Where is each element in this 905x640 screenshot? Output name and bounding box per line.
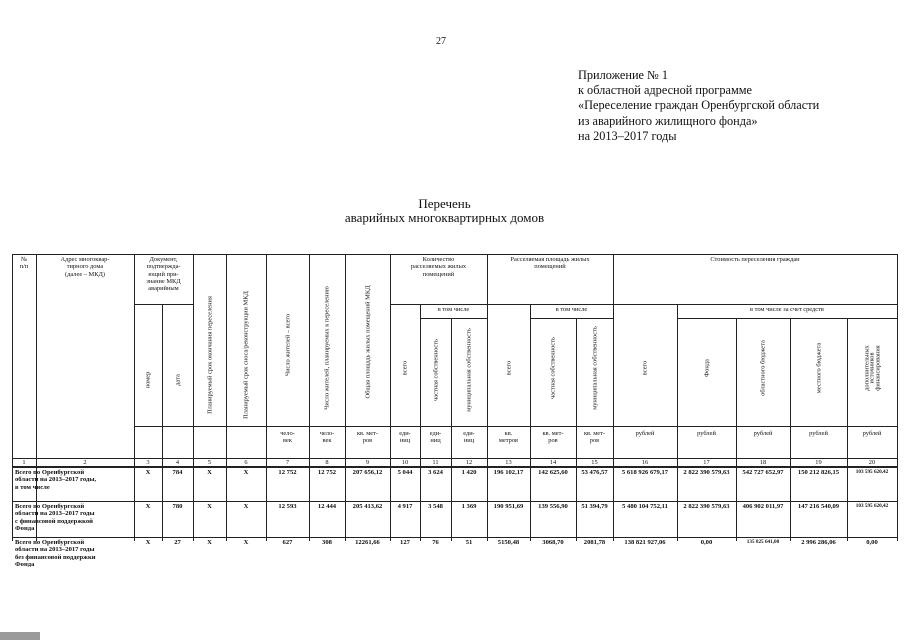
row-1-cell-12: 1 420 (461, 469, 477, 476)
unit-col-8: чело- век (319, 430, 335, 445)
row-3-cell-6: X (243, 539, 249, 546)
column-line-6 (266, 254, 267, 541)
cost-subheader-line (613, 304, 897, 305)
row-2-cell-20: 103 595 620,42 (855, 503, 889, 509)
header-area-including: в том числе (555, 306, 588, 313)
row-2-cell-11: 3 548 (428, 503, 443, 510)
row-3-cell-5: X (207, 539, 212, 546)
col-number-2: 2 (83, 459, 87, 466)
unit-col-15: кв. мет- ров (583, 430, 606, 445)
header-planned-demolition: Планируемый срок сноса/реконструкции МКД (242, 291, 250, 419)
header-planned-end: Планируемый срок окончания переселения (206, 296, 213, 414)
row-2-cell-7: 12 593 (278, 503, 297, 510)
unit-col-14: кв. мет- ров (542, 430, 564, 445)
header-cost-total: всего (641, 360, 649, 376)
row-1-label: Всего по Оренбургской области на 2013–2017 годы, в том числе (15, 469, 97, 491)
column-line-9 (390, 254, 391, 541)
row-1-cell-20: 103 595 620,42 (855, 469, 889, 475)
row-3-label: Всего по Оренбургской области на 2013–2017 годы без финансовой поддержки Фонда (15, 539, 96, 569)
appendix-line-2: к областной адресной программе (578, 83, 752, 98)
row-3-cell-11: 76 (432, 539, 439, 546)
column-line-4 (193, 254, 194, 541)
page-number: 27 (436, 36, 446, 47)
unit-col-16: рублей (635, 430, 655, 437)
row-3-cell-16: 138 821 927,06 (624, 539, 666, 546)
area-including-line (530, 318, 613, 319)
row-3-cell-13: 5150,48 (497, 539, 520, 546)
row-1-cell-17: 2 822 390 579,63 (683, 469, 730, 476)
header-qty-total: всего (401, 360, 409, 376)
row-2-cell-17: 2 822 390 579,63 (683, 503, 730, 510)
row-2-cell-13: 190 951,69 (493, 503, 524, 510)
row-2-cell-10: 4 917 (397, 503, 413, 510)
column-line-7 (309, 254, 310, 541)
header-doc-date: дата (174, 374, 181, 386)
appendix-line-5: на 2013–2017 годы (578, 128, 677, 143)
unit-col-19: рублей (809, 430, 828, 437)
row-2-cell-4: 780 (172, 503, 183, 510)
row-1-cell-5: X (207, 469, 212, 476)
col-number-6: 6 (244, 459, 248, 466)
header-doc-number: номер (144, 371, 152, 389)
header-address: Адрес многоквар- тирного дома (далее – МКД) (60, 256, 110, 278)
row-1-cell-3: X (145, 469, 151, 476)
header-qty-including: в том числе (437, 306, 470, 313)
col-number-5: 5 (207, 459, 212, 466)
column-line-15 (613, 254, 614, 541)
header-residents-planned: Число жителей, планируемых к переселению (323, 286, 331, 410)
header-document: Документ, подтвержда- ющий при- знание МКД аварийным (146, 256, 181, 293)
row-1-cell-16: 5 618 926 679,17 (621, 469, 669, 476)
header-number: № п/п (19, 256, 29, 271)
row-1-cell-10: 5 044 (397, 469, 413, 476)
col-number-13: 13 (505, 459, 512, 466)
header-cost-additional-3: финансирования (874, 345, 882, 391)
col-number-17: 17 (703, 459, 710, 466)
row-2-cell-6: X (243, 503, 249, 510)
appendix-line-1: Приложение № 1 (578, 68, 669, 82)
row-1-cell-6: X (243, 469, 249, 476)
row-1-cell-11: 3 624 (428, 469, 443, 476)
row-3-cell-7: 627 (282, 539, 293, 546)
row-3-cell-12: 51 (465, 539, 473, 546)
col-number-18: 18 (759, 459, 767, 466)
header-qty-private: частная собственность (432, 339, 439, 401)
row-3-cell-4: 27 (174, 539, 181, 546)
col-number-3: 3 (146, 459, 150, 466)
column-line-5 (226, 254, 227, 541)
row-2-cell-5: X (207, 503, 212, 510)
row-1-cell-9: 207 656,12 (352, 469, 383, 476)
column-line-8 (345, 254, 346, 541)
row-1-cell-18: 542 727 652,97 (742, 469, 784, 476)
qty-subheader-line (390, 304, 487, 305)
row-1-cell-8: 12 752 (317, 469, 337, 476)
column-line-20 (897, 254, 898, 541)
row-2-cell-3: X (145, 503, 151, 510)
unit-col-12: еди- ниц (463, 430, 475, 445)
data-row-2-top (12, 501, 897, 502)
row-3-cell-9: 12261,66 (355, 539, 380, 546)
col-number-8: 8 (325, 459, 329, 466)
header-cost-fund: Фонда (703, 359, 710, 377)
row-2-cell-8: 12 444 (317, 503, 337, 510)
header-total-area: Общая площадь жилых помещений МКД (364, 285, 371, 399)
header-quantity: Количество расселяемых жилых помещений (410, 256, 467, 278)
row-3-cell-19: 2 996 286,06 (801, 539, 836, 546)
unit-col-11: еди- ниц (429, 430, 442, 445)
unit-col-18: рублей (753, 430, 773, 437)
row-3-cell-14: 3068,70 (542, 539, 564, 546)
units-row-top (134, 426, 897, 427)
data-row-3-top (12, 537, 897, 538)
appendix-line-3: «Переселение граждан Оренбургской области (578, 98, 820, 113)
col-number-16: 16 (641, 459, 649, 466)
unit-col-13: кв. метров (498, 430, 519, 445)
table-top-border (12, 254, 897, 255)
area-subheader-line (487, 304, 613, 305)
row-2-cell-16: 5 480 104 752,11 (622, 503, 668, 510)
col-number-4: 4 (175, 459, 180, 466)
header-cost-regional: областного бюджета (759, 340, 767, 396)
row-2-cell-14: 139 556,90 (538, 503, 568, 510)
column-line-12 (487, 254, 488, 541)
header-cost-including: в том числе за счет средств (750, 306, 824, 313)
row-2-cell-12: 1 369 (461, 503, 477, 510)
header-area: Расселяемая площадь жилых помещений (510, 256, 590, 271)
unit-col-10: еди- ниц (399, 430, 411, 445)
unit-col-9: кв. мет- ров (356, 430, 379, 445)
row-1-cell-19: 150 212 826,15 (797, 469, 840, 476)
col-number-9: 9 (365, 459, 370, 466)
row-1-cell-13: 196 102,17 (493, 469, 524, 476)
col-number-19: 19 (815, 459, 822, 466)
unit-col-7: чело- век (280, 430, 295, 445)
header-cost-additional-2: источников (868, 352, 876, 384)
row-3-cell-15: 2081,78 (583, 539, 606, 546)
unit-col-20: рублей (862, 430, 882, 437)
row-1-cell-7: 12 752 (278, 469, 297, 476)
col-number-15: 15 (591, 459, 598, 466)
row-1-cell-4: 784 (172, 469, 183, 476)
col-number-20: 20 (868, 459, 876, 466)
row-3-cell-18: 135 825 641,00 (746, 539, 780, 545)
row-3-cell-8: 308 (322, 539, 332, 546)
cost-including-line (677, 318, 897, 319)
scan-edge (0, 632, 40, 640)
col-number-7: 7 (285, 459, 290, 466)
row-2-cell-18: 406 902 011,97 (742, 503, 784, 510)
col-number-12: 12 (465, 459, 473, 466)
header-cost-local: местного бюджета (815, 342, 822, 394)
col-number-14: 14 (549, 459, 557, 466)
row-1-cell-15: 53 476,57 (581, 469, 608, 476)
appendix-line-4: из аварийного жилищного фонда» (578, 113, 758, 128)
row-3-cell-17: 0,00 (700, 539, 713, 546)
document-title: Перечень (418, 196, 471, 211)
col-number-1: 1 (22, 459, 26, 466)
row-3-cell-3: X (145, 539, 151, 546)
header-residents-total: Число жителей – всего (284, 313, 291, 377)
column-line-0 (12, 254, 13, 541)
header-cost: Стоимость переселения граждан (710, 256, 800, 263)
row-2-label: Всего по Оренбургской области на 2013–2017 годы с финансовой поддержкой Фонда (15, 503, 95, 533)
appendix-block (578, 68, 819, 144)
header-qty-municipal: муниципальная собственность (465, 328, 473, 412)
unit-col-17: рублей (697, 430, 716, 437)
data-row-1-top (12, 466, 897, 468)
row-3-cell-10: 127 (400, 539, 410, 546)
col-number-10: 10 (401, 459, 409, 466)
col-number-11: 11 (432, 459, 439, 466)
row-2-cell-15: 51 394,79 (581, 503, 608, 510)
row-2-cell-9: 205 413,62 (352, 503, 383, 510)
doc-subheader-line (134, 304, 193, 305)
qty-including-line (420, 318, 487, 319)
row-3-cell-20: 0,00 (866, 539, 878, 546)
document-subtitle: аварийных многоквартирных домов (344, 210, 545, 225)
row-1-cell-14: 142 625,60 (538, 469, 568, 476)
header-area-municipal: муниципальная собственность (591, 326, 598, 410)
header-area-total: всего (505, 360, 512, 376)
header-area-private: частная собственность (549, 337, 557, 399)
row-2-cell-19: 147 216 540,09 (797, 503, 840, 510)
header-cost-additional-1: дополнительных (863, 345, 871, 391)
